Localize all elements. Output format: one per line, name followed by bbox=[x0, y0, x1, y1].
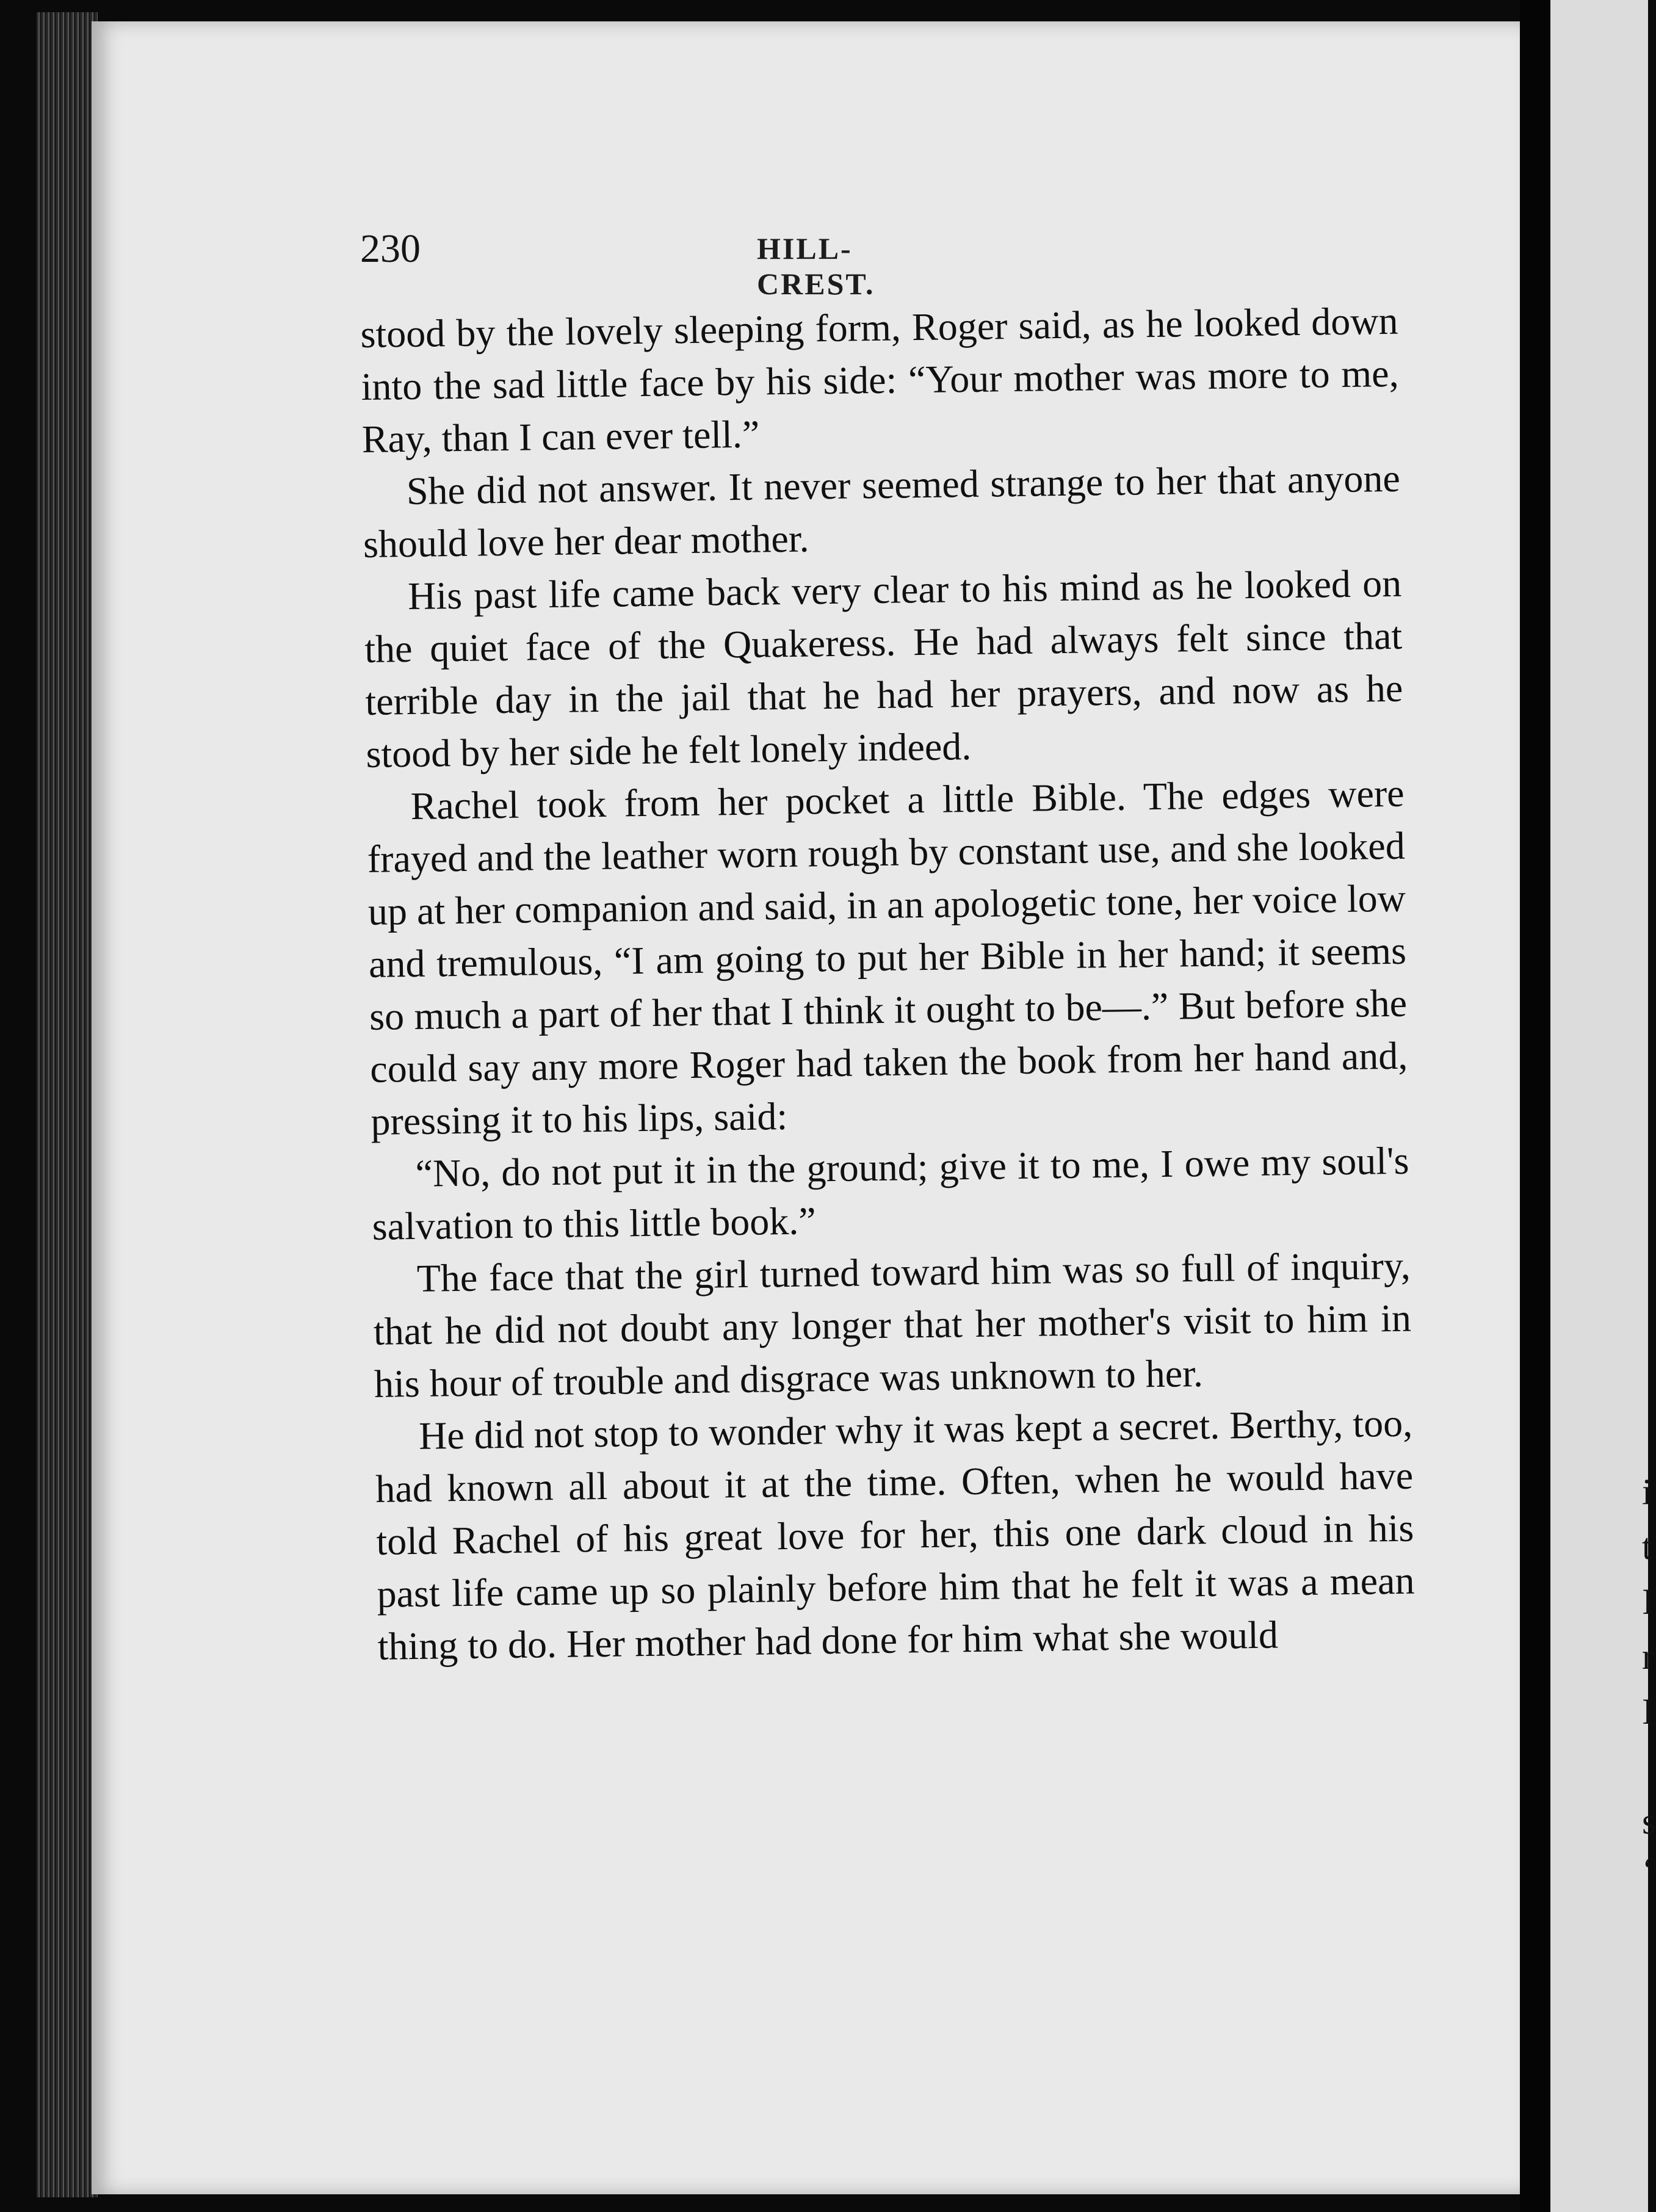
paragraph: The face that the girl turned toward him was so full of inquiry, that he did not doubt any longer that her mother's visit to him in his hour of trouble and disgrace was unknown to her. bbox=[373, 1243, 1412, 1406]
body-text bbox=[360, 295, 1420, 2017]
running-title: HILL-CREST. bbox=[757, 231, 875, 301]
facing-page-fragment: r bbox=[1642, 1636, 1654, 1677]
book-gutter bbox=[1520, 0, 1550, 2212]
facing-page-fragment: t bbox=[1642, 1527, 1652, 1567]
paragraph: His past life came back very clear to his mind as he looked on the quiet face of the Quakeress. He had always felt since that terrible day in the jail that he had her prayers, and now as he stood by her side he felt lonely indeed. bbox=[364, 561, 1403, 776]
page-number: 230 bbox=[360, 226, 421, 271]
paragraph: Rachel took from her pocket a little Bible. The edges were frayed and the leather worn rough by constant use, and she looked up at her companion and said, in an apologetic tone, her voice low and tremulous, “I am going to put her Bible in her hand; it seems so much a part of her that I think it ought to be—.” But before she could say any more Roger had taken the book from her hand and, pressing it to his lips, said: bbox=[367, 771, 1408, 1143]
paragraph: stood by the lovely sleeping form, Roger said, as he looked down into the sad little face by his side: “Your mother was more to me, Ray, than I can ever tell.” bbox=[360, 298, 1400, 461]
running-head bbox=[360, 226, 971, 301]
facing-page-fragment: I bbox=[1642, 1581, 1654, 1622]
paragraph: He did not stop to wonder why it was kept a secret. Berthy, too, had known all about it at the time. Often, when he would have told Rachel of his great love for her, this one dark cloud in his past life came up so plainly before him that he felt it was a mean thing to do. Her mother had done for him what she would bbox=[375, 1401, 1415, 1668]
book-page-edges bbox=[37, 12, 98, 2197]
facing-page bbox=[1550, 0, 1656, 2212]
paragraph: “No, do not put it in the ground; give it to me, I owe my soul's salvation to this little book.” bbox=[372, 1138, 1409, 1248]
facing-page-fragment: s bbox=[1642, 1801, 1656, 1842]
facing-page-fragment: ‘ bbox=[1642, 1850, 1654, 1890]
facing-page-fragment: i bbox=[1642, 1472, 1652, 1512]
facing-page-fragment: I bbox=[1642, 1691, 1654, 1732]
paragraph: She did not answer. It never seemed strange to her that anyone should love her dear mother. bbox=[363, 456, 1401, 566]
